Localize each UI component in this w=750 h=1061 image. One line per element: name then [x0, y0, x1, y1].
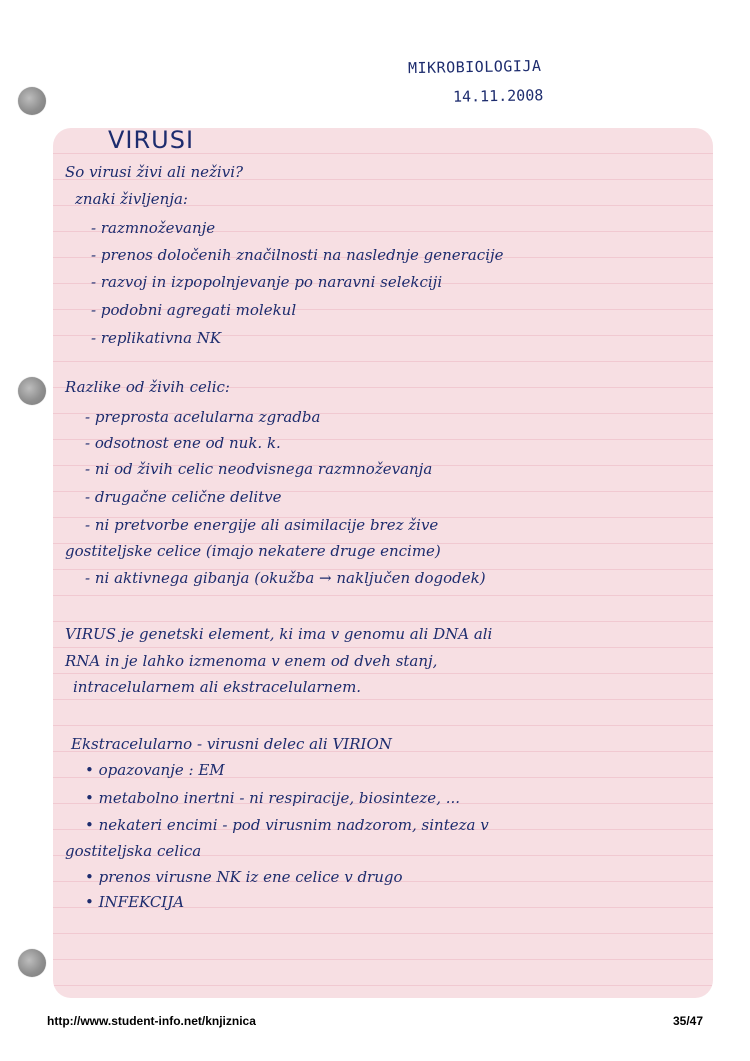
note-line: - odsotnost ene od nuk. k. [85, 434, 281, 452]
punch-hole-bottom [18, 949, 46, 977]
notebook-page [53, 128, 713, 998]
note-line: • prenos virusne NK iz ene celice v drugo [85, 868, 403, 886]
notes-title: VIRUSI [108, 128, 195, 154]
note-line: - ni od živih celic neodvisnega razmnoževanja [85, 460, 433, 478]
footer-page-number: 35/47 [673, 1014, 704, 1028]
note-line: - replikativna NK [91, 329, 222, 347]
note-line: - ni pretvorbe energije ali asimilacije brez žive [85, 516, 439, 534]
header-title: MIKROBIOLOGIJA [407, 56, 542, 78]
note-line: RNA in je lahko izmenoma v enem od dveh stanj, [65, 652, 438, 670]
note-line: intracelularnem ali ekstracelularnem. [73, 678, 362, 696]
note-line: So virusi živi ali neživi? [65, 163, 244, 181]
footer-url[interactable]: http://www.student-info.net/knjiznica [47, 1014, 256, 1028]
note-line: Ekstracelularno - virusni delec ali VIRION [71, 735, 392, 753]
note-line: Razlike od živih celic: [65, 378, 230, 396]
note-line: • INFEKCIJA [85, 893, 185, 911]
note-line: - prenos določenih značilnosti na naslednje generacije [91, 246, 504, 264]
note-line: - podobni agregati molekul [91, 301, 297, 319]
note-line: VIRUS je genetski element, ki ima v genomu ali DNA ali [65, 625, 493, 643]
note-line: • nekateri encimi - pod virusnim nadzorom, sinteza v [85, 816, 489, 834]
note-line: - razmnoževanje [91, 219, 216, 237]
note-line: • opazovanje : EM [85, 761, 225, 779]
header-date: 14.11.2008 [452, 86, 544, 106]
note-line: - razvoj in izpopolnjevanje po naravni selekciji [91, 273, 443, 291]
note-line: - drugačne celične delitve [85, 488, 282, 506]
note-line: gostiteljska celica [65, 842, 202, 860]
note-line: znaki življenja: [75, 190, 188, 208]
punch-hole-top [18, 87, 46, 115]
note-line: - ni aktivnega gibanja (okužba → naključen dogodek) [85, 569, 486, 587]
note-line: - preprosta acelularna zgradba [85, 408, 321, 426]
punch-hole-middle [18, 377, 46, 405]
note-line: • metabolno inertni - ni respiracije, biosinteze, ... [85, 789, 461, 807]
note-line: gostiteljske celice (imajo nekatere druge encime) [65, 542, 441, 560]
